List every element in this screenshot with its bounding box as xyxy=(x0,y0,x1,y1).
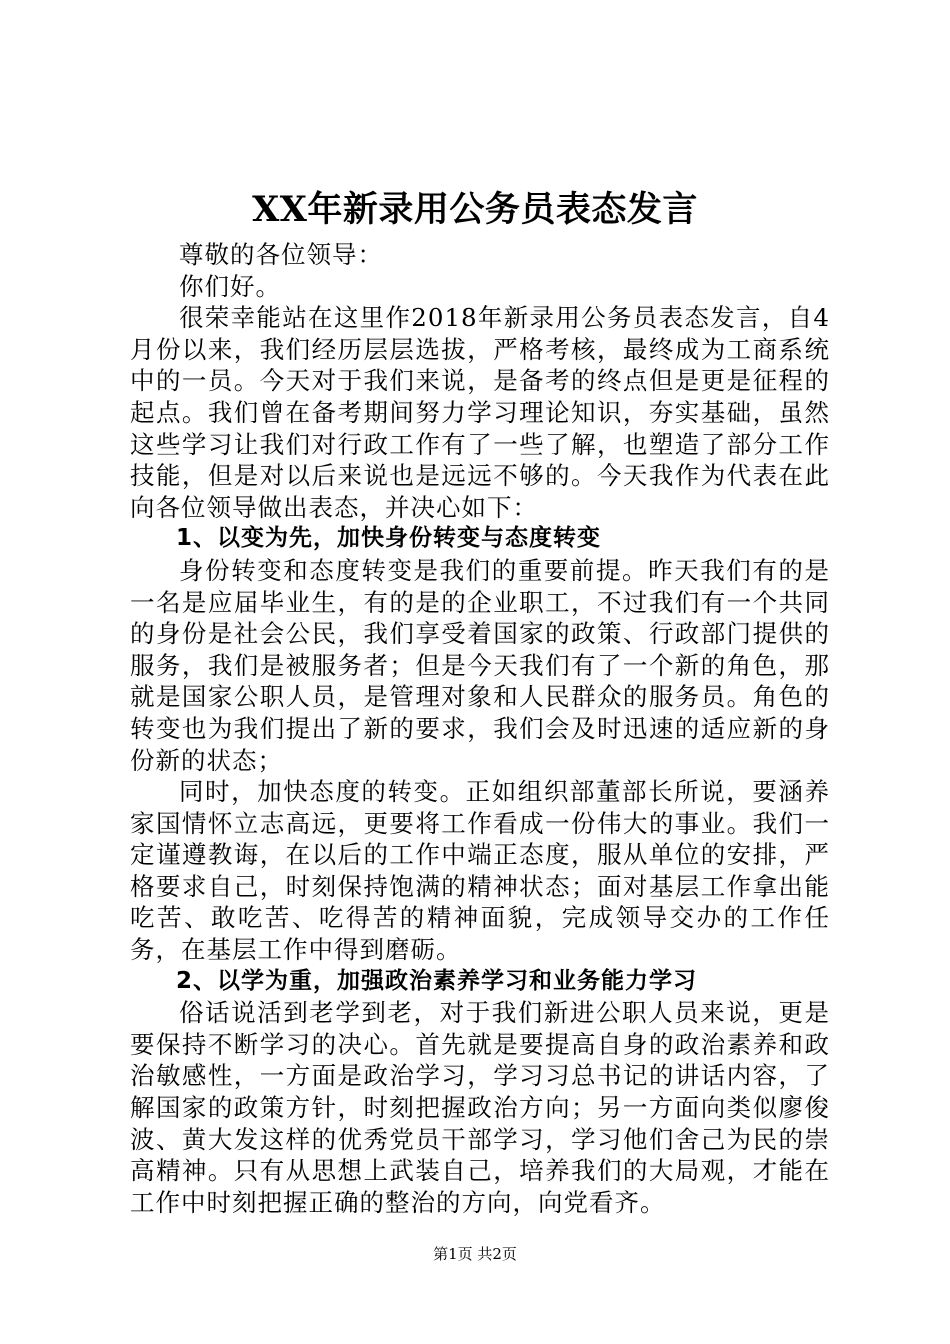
page-footer: 第1页 共2页 xyxy=(433,1245,517,1263)
document-body xyxy=(130,239,830,1218)
salutation: 尊敬的各位领导： xyxy=(179,240,383,269)
body-paragraph: 俗话说活到老学到老，对于我们新进公职人员来说，更是要保持不断学习的决心。首先就是要提高自身的政治素养和政治敏感性，一方面是政治学习，学习习总书记的讲话内容，了解国家的政策方针，时刻把握政治方向；另一方面向类似廖俊波、黄大发这样的优秀党员干部学习，学习他们舍己为民的崇高精神。只有从思想上武装自己，培养我们的大局观，才能在工作中时刻把握正确的整治的方向，向党看齐。 xyxy=(130,998,830,1217)
document-title: XX年新录用公务员表态发言 xyxy=(252,189,698,230)
section-heading-1: 1、以变为先，加快身份转变与态度转变 xyxy=(176,525,602,552)
section-heading-2: 2、以学为重，加强政治素养学习和业务能力学习 xyxy=(176,967,698,994)
body-paragraph: 同时，加快态度的转变。正如组织部董部长所说，要涵养家国情怀立志高远，更要将工作看成一份伟大的事业。我们一定谨遵教诲，在以后的工作中端正态度，服从单位的安排，严格要求自己，时刻保持饱满的精神状态；面对基层工作拿出能吃苦、敢吃苦、吃得苦的精神面貌，完成领导交办的工作任务，在基层工作中得到磨砺。 xyxy=(130,777,830,965)
body-paragraph: 身份转变和态度转变是我们的重要前提。昨天我们有的是一名是应届毕业生，有的是的企业职工，不过我们有一个共同的身份是社会公民，我们享受着国家的政策、行政部门提供的服务，我们是被服务者；但是今天我们有了一个新的角色，那就是国家公职人员，是管理对象和人民群众的服务员。角色的转变也为我们提出了新的要求，我们会及时迅速的适应新的身份新的状态； xyxy=(130,555,830,775)
greeting: 你们好。 xyxy=(179,271,281,301)
intro-paragraph: 很荣幸能站在这里作2018年新录用公务员表态发言，自4月份以来，我们经历层层选拔，严格考核，最终成为工商系统中的一员。今天对于我们来说，是备考的终点但是更是征程的起点。我们曾在备考期间努力学习理论知识，夯实基础，虽然这些学习让我们对行政工作有了一些了解，也塑造了部分工作技能，但是对以后来说也是远远不够的。今天我作为代表在此向各位领导做出表态，并决心如下： xyxy=(130,303,830,522)
